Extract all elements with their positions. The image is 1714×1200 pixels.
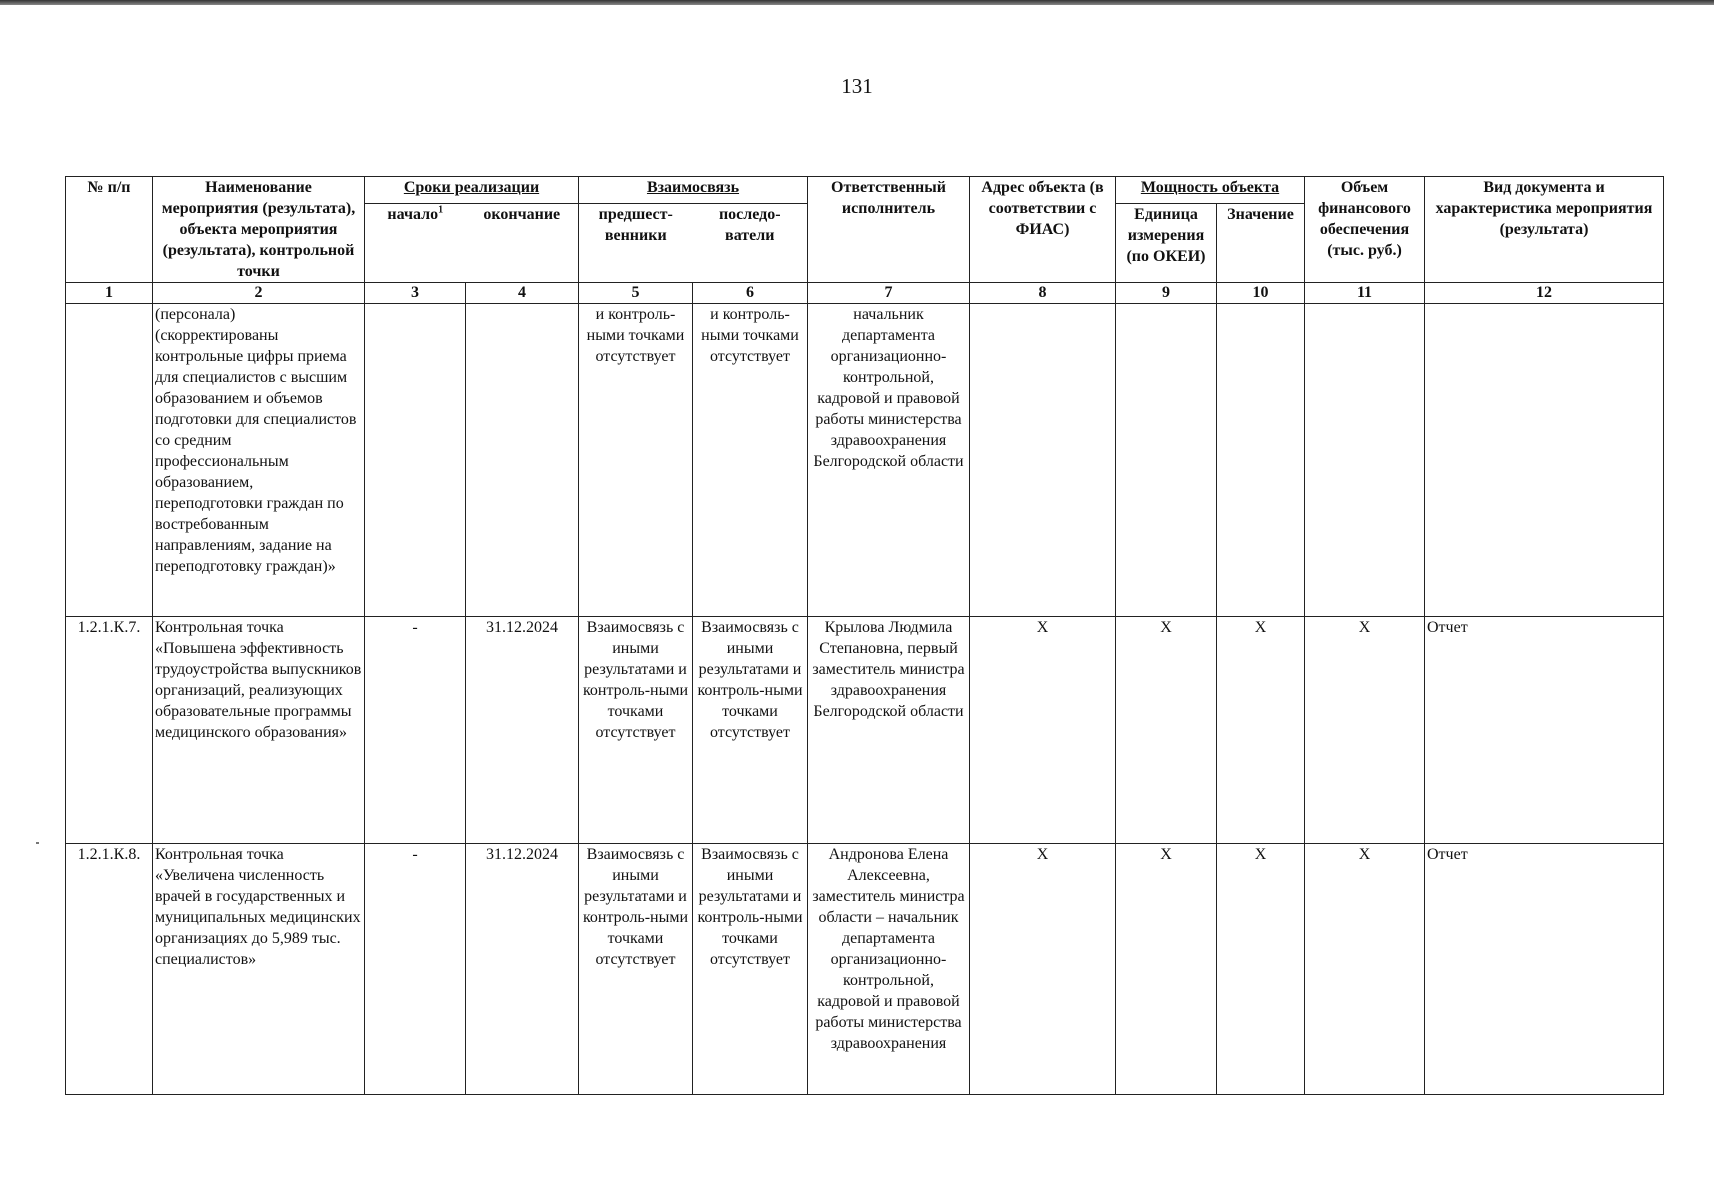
header-address: Адрес объекта (в соответствии с ФИАС) (970, 177, 1116, 283)
header-row-1 (66, 177, 1664, 204)
cell-finance (1305, 304, 1425, 617)
cell-name: Контрольная точка «Повышена эффективность трудоустройства выпускников организаций, реализующих образовательные программы медицинского образования» (153, 617, 365, 844)
cell-finance: Х (1305, 844, 1425, 1095)
scan-speck (36, 842, 39, 844)
header-doc: Вид документа и характеристика мероприятия (результата) (1425, 177, 1664, 283)
header-unit: Единица измерения (по ОКЕИ) (1116, 204, 1217, 283)
column-number-row (66, 283, 1664, 304)
cell-name: Контрольная точка «Увеличена численность врачей в государственных и муниципальных медицинских организациях до 5,989 тыс. специалистов» (153, 844, 365, 1095)
table-row (66, 844, 1664, 1095)
column-number: 8 (970, 283, 1116, 304)
column-number: 9 (1116, 283, 1217, 304)
cell-name: (персонала) (скорректированы контрольные цифры приема для специалистов с высшим образованием и объемов подготовки для специалистов со средним профессиональным образованием, переподготовки граждан по востребованным направлениям, задание на переподготовку граждан)» (153, 304, 365, 617)
footnote-mark: 1 (438, 204, 444, 216)
header-start: начало$^1$ (365, 204, 466, 283)
column-number: 11 (1305, 283, 1425, 304)
table-row (66, 617, 1664, 844)
cell-unit: Х (1116, 617, 1217, 844)
header-value: Значение (1217, 204, 1305, 283)
table-row (66, 304, 1664, 617)
cell-doc (1425, 304, 1664, 617)
scan-edge-line (0, 0, 1714, 5)
page-number: 131 (841, 74, 873, 98)
cell-finance: Х (1305, 617, 1425, 844)
cell-responsible: Крылова Людмила Степановна, первый заместитель министра здравоохранения Белгородской области (808, 617, 970, 844)
cell-unit (1116, 304, 1217, 617)
cell-end (466, 304, 579, 617)
header-responsible: Ответственный исполнитель (808, 177, 970, 283)
cell-doc: Отчет (1425, 617, 1664, 844)
header-name: Наименование мероприятия (результата), объекта мероприятия (результата), контрольной точки (153, 177, 365, 283)
column-number: 1 (66, 283, 153, 304)
cell-num: 1.2.1.К.7. (66, 617, 153, 844)
header-end: окончание (466, 204, 579, 283)
cell-successors: Взаимосвязь с иными результатами и контроль-ными точками отсутствует (693, 617, 808, 844)
header-relation-group: Взаимосвязь (579, 177, 808, 204)
header-terms-group: Сроки реализации (365, 177, 579, 204)
cell-doc: Отчет (1425, 844, 1664, 1095)
cell-num: 1.2.1.К.8. (66, 844, 153, 1095)
cell-start: - (365, 617, 466, 844)
cell-unit: Х (1116, 844, 1217, 1095)
cell-successors: Взаимосвязь с иными результатами и контроль-ными точками отсутствует (693, 844, 808, 1095)
cell-end: 31.12.2024 (466, 617, 579, 844)
cell-address: Х (970, 617, 1116, 844)
column-number: 6 (693, 283, 808, 304)
header-finance: Объем финансового обеспечения (тыс. руб.) (1305, 177, 1425, 283)
column-number: 4 (466, 283, 579, 304)
header-successors: последо-ватели (693, 204, 808, 283)
cell-predecessors: и контроль-ными точками отсутствует (579, 304, 693, 617)
header-capacity-group: Мощность объекта (1116, 177, 1305, 204)
activities-table (65, 176, 1664, 1095)
cell-num (66, 304, 153, 617)
column-number: 7 (808, 283, 970, 304)
column-number: 12 (1425, 283, 1664, 304)
cell-predecessors: Взаимосвязь с иными результатами и контроль-ными точками отсутствует (579, 617, 693, 844)
cell-address: Х (970, 844, 1116, 1095)
cell-predecessors: Взаимосвязь с иными результатами и контроль-ными точками отсутствует (579, 844, 693, 1095)
cell-successors: и контроль-ными точками отсутствует (693, 304, 808, 617)
column-number: 2 (153, 283, 365, 304)
cell-value: Х (1217, 844, 1305, 1095)
header-predecessors: предшест-венники (579, 204, 693, 283)
cell-value: Х (1217, 617, 1305, 844)
cell-address (970, 304, 1116, 617)
cell-start: - (365, 844, 466, 1095)
cell-responsible: начальник департамента организационно-контрольной, кадровой и правовой работы министерства здравоохранения Белгородской области (808, 304, 970, 617)
cell-responsible: Андронова Елена Алексеевна, заместитель министра области – начальник департамента организационно-контрольной, кадровой и правовой работы министерства здравоохранения (808, 844, 970, 1095)
cell-end: 31.12.2024 (466, 844, 579, 1095)
cell-value (1217, 304, 1305, 617)
column-number: 3 (365, 283, 466, 304)
column-number: 5 (579, 283, 693, 304)
header-num: № п/п (66, 177, 153, 283)
column-number: 10 (1217, 283, 1305, 304)
cell-start (365, 304, 466, 617)
